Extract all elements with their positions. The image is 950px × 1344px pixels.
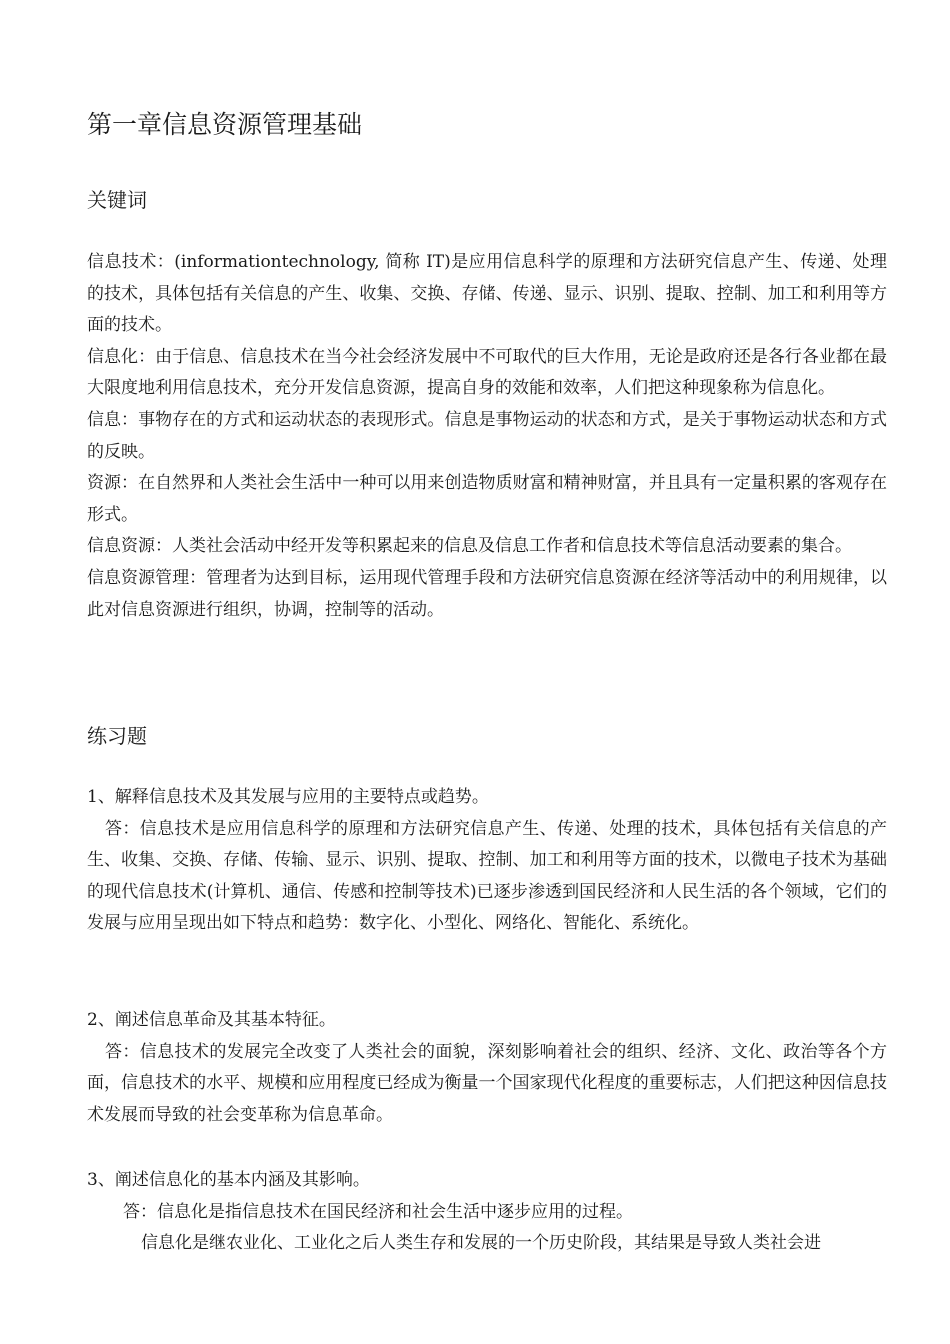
keyword-item: 信息资源：人类社会活动中经开发等积累起来的信息及信息工作者和信息技术等信息活动要素的集合。 — [87, 536, 852, 557]
exercise-question: 3、阐述信息化的基本内涵及其影响。 — [87, 1170, 370, 1190]
keyword-item: 信息化：由于信息、信息技术在当今社会经济发展中不可取代的巨大作用，无论是政府还是各行各业都在最大限度地利用信息技术，充分开发信息资源，提高自身的效能和效率，人们把这种现象称为信息化。 — [87, 346, 887, 399]
keyword-item: 信息资源管理：管理者为达到目标，运用现代管理手段和方法研究信息资源在经济等活动中的利用规律，以此对信息资源进行组织，协调，控制等的活动。 — [87, 567, 887, 620]
exercise-answer: 答：信息技术的发展完全改变了人类社会的面貌，深刻影响着社会的组织、经济、文化、政治等各个方面，信息技术的水平、规模和应用程度已经成为衡量一个国家现代化程度的重要标志，人们把这种因信息技术发展而导致的社会变革称为信息革命。 — [87, 1041, 887, 1125]
keyword-item: 信息：事物存在的方式和运动状态的表现形式。信息是事物运动的状态和方式，是关于事物运动状态和方式的反映。 — [87, 409, 887, 462]
exercises-heading: 练习题 — [87, 724, 147, 748]
exercise-answer: 答：信息化是指信息技术在国民经济和社会生活中逐步应用的过程。 — [123, 1201, 633, 1222]
keywords-heading: 关键词 — [87, 188, 147, 212]
page-title: 第一章信息资源管理基础 — [87, 110, 363, 139]
exercise-1 — [87, 782, 887, 940]
keyword-item: 信息技术：(informationtechnology, 简称 IT)是应用信息科学的原理和方法研究信息产生、传递、处理的技术，具体包括有关信息的产生、收集、交换、存储、传递、显示、识别、提取、控制、加工和利用等方面的技术。 — [87, 252, 887, 336]
exercise-question: 2、阐述信息革命及其基本特征。 — [87, 1010, 336, 1030]
keywords-list — [87, 247, 887, 626]
exercise-2 — [87, 1005, 887, 1131]
exercise-question: 1、解释信息技术及其发展与应用的主要特点或趋势。 — [87, 787, 489, 807]
keyword-item: 资源：在自然界和人类社会生活中一种可以用来创造物质财富和精神财富，并且具有一定量积累的客观存在形式。 — [87, 473, 887, 525]
exercise-3 — [87, 1165, 887, 1260]
exercise-answer: 答：信息技术是应用信息科学的原理和方法研究信息产生、传递、处理的技术，具体包括有关信息的产生、收集、交换、存储、传输、显示、识别、提取、控制、加工和利用等方面的技术，以微电子技术为基础的现代信息技术(计算机、通信、传感和控制等技术)已逐步渗透到国民经济和人民生活的各个领域，它们的发展与应用呈现出如下特点和趋势：数字化、小型化、网络化、智能化、系统化。 — [87, 818, 887, 934]
exercise-answer-continuation: 信息化是继农业化、工业化之后人类生存和发展的一个历史阶段，其结果是导致人类社会进 — [141, 1233, 821, 1254]
